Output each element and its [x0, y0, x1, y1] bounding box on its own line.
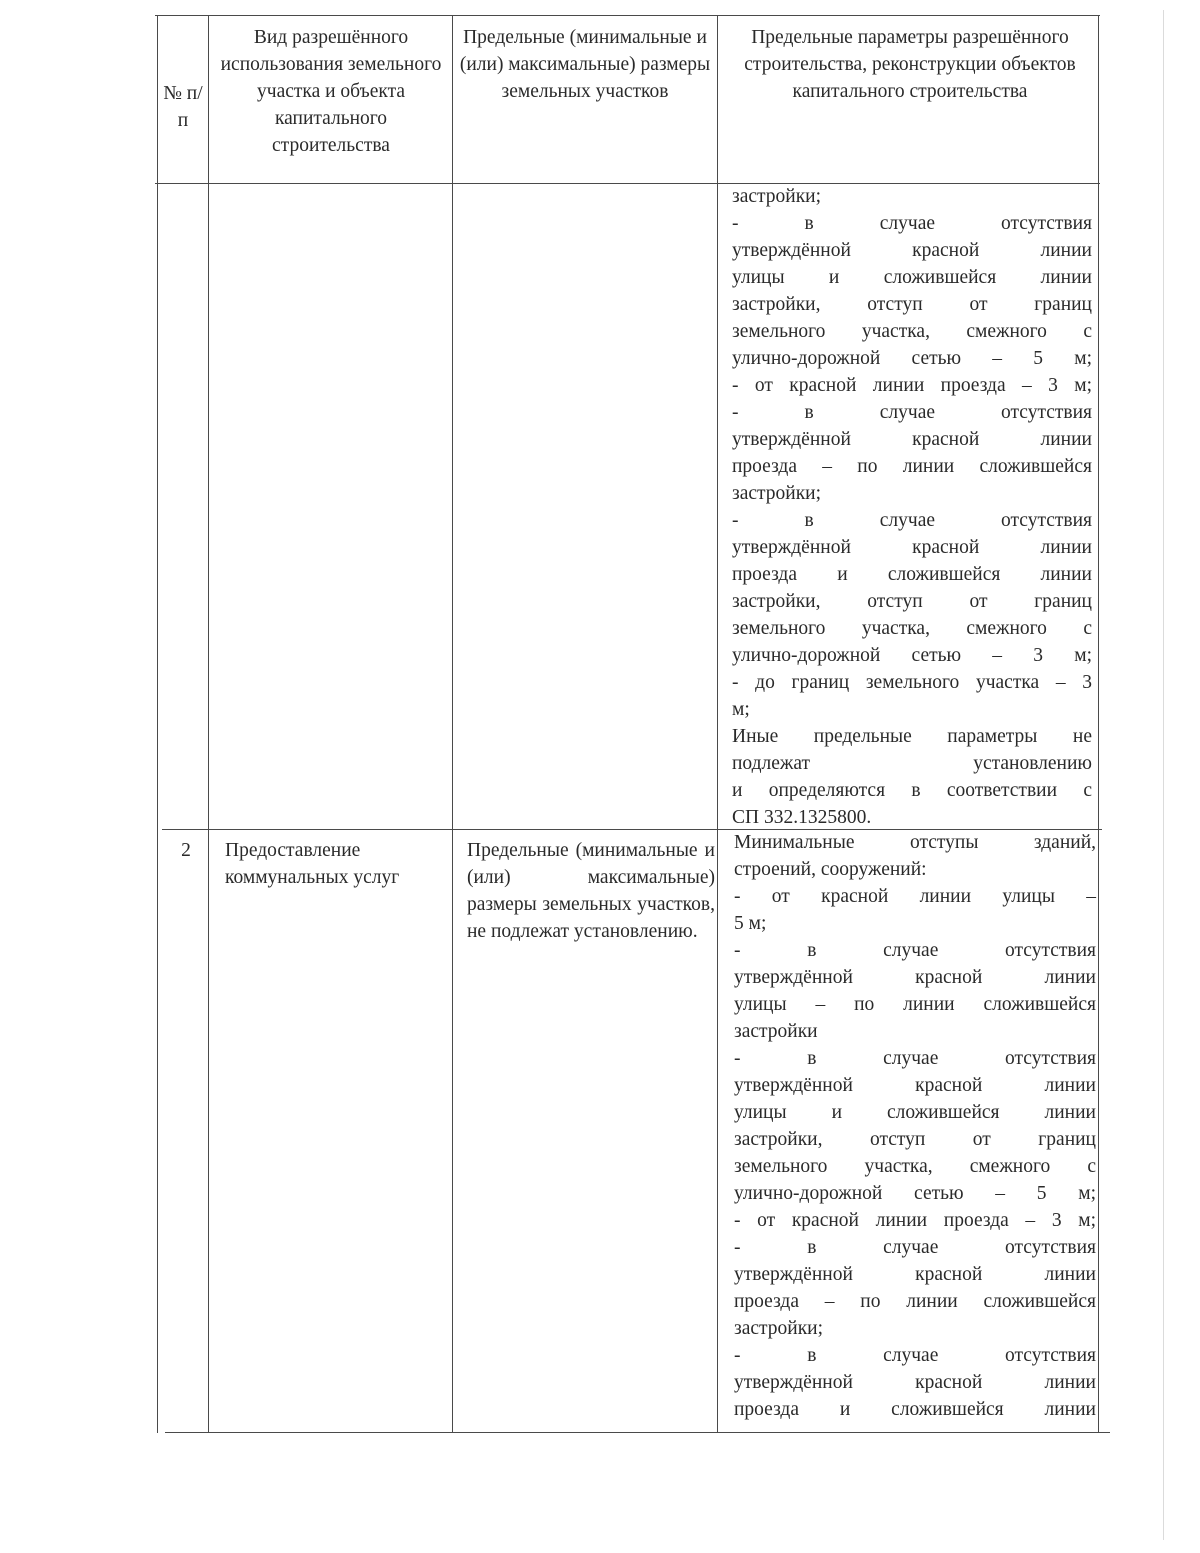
param-line: - от красной линии проезда – 3 м;: [734, 1210, 1096, 1231]
param-line: - в случае отсутствия: [734, 1345, 1096, 1366]
param-line: земельного участка, смежного с: [732, 321, 1092, 342]
column-divider-3: [717, 15, 718, 1433]
param-line: подлежат установлению: [732, 753, 1092, 774]
param-line: - в случае отсутствия: [734, 940, 1096, 961]
header-use-type: [214, 24, 448, 159]
param-line: застройки, отступ от границ: [734, 1129, 1096, 1150]
param-line: земельного участка, смежного с: [732, 618, 1092, 639]
param-line: проезда – по линии сложившейся: [734, 1291, 1096, 1312]
param-line: земельного участка, смежного с: [734, 1156, 1096, 1177]
header-num: [160, 80, 206, 134]
header-params-text: Предельные параметры разрешённого строительства, реконструкции объектов капитального строительства: [744, 27, 1076, 102]
row2-num-text: 2: [181, 840, 191, 861]
table-top-border: [155, 15, 1100, 16]
param-line: СП 332.1325800.: [732, 807, 872, 828]
param-line: - в случае отсутствия: [734, 1237, 1096, 1258]
param-line: - в случае отсутствия: [732, 510, 1092, 531]
param-line: Минимальные отступы зданий,: [734, 832, 1096, 853]
param-line: и определяются в соответствии с: [732, 780, 1092, 801]
table-left-border: [157, 15, 158, 1433]
param-line: м;: [732, 699, 750, 720]
header-num-text: № п/п: [163, 83, 203, 131]
param-line: улично-дорожной сетью – 5 м;: [732, 348, 1092, 369]
continuation-params-cell: [732, 183, 1092, 831]
param-line: строений, сооружений:: [734, 859, 927, 880]
param-line: улично-дорожной сетью – 5 м;: [734, 1183, 1096, 1204]
param-line: улицы и сложившейся линии: [732, 267, 1092, 288]
param-line: - от красной линии улицы –: [734, 886, 1096, 907]
row2-use-type: [225, 837, 447, 891]
param-line: утверждённой красной линии: [734, 1264, 1096, 1285]
param-line: утверждённой красной линии: [734, 1372, 1096, 1393]
column-divider-1: [208, 15, 209, 1433]
param-line: проезда – по линии сложившейся: [732, 456, 1092, 477]
param-line: застройки;: [732, 186, 822, 207]
param-line: проезда и сложившейся линии: [734, 1399, 1096, 1420]
param-line: 5 м;: [734, 913, 767, 934]
param-line: утверждённой красной линии: [732, 240, 1092, 261]
header-params: [740, 24, 1080, 105]
scan-edge-mark: [1163, 10, 1164, 1540]
row2-plot-size: [467, 837, 715, 945]
param-line: - в случае отсутствия: [732, 213, 1092, 234]
param-line: утверждённой красной линии: [734, 967, 1096, 988]
param-line: застройки, отступ от границ: [732, 591, 1092, 612]
row2-num: [166, 837, 206, 864]
param-line: Иные предельные параметры не: [732, 726, 1092, 747]
param-line: - в случае отсутствия: [732, 402, 1092, 423]
param-line: улицы – по линии сложившейся: [734, 994, 1096, 1015]
param-line: проезда и сложившейся линии: [732, 564, 1092, 585]
row2-plot-size-text: Предельные (минимальные и (или) максимальные) размеры земельных участков, не подлежат установлению.: [467, 840, 715, 942]
table-bottom-border: [165, 1432, 1110, 1433]
param-line: утверждённой красной линии: [734, 1075, 1096, 1096]
column-divider-2: [452, 15, 453, 1433]
row2-params-cell: [734, 829, 1096, 1423]
row2-use-type-text: Предоставление коммунальных услуг: [225, 840, 400, 888]
param-line: улично-дорожной сетью – 3 м;: [732, 645, 1092, 666]
param-line: застройки, отступ от границ: [732, 294, 1092, 315]
param-line: утверждённой красной линии: [732, 429, 1092, 450]
param-line: - от красной линии проезда – 3 м;: [732, 375, 1092, 396]
header-use-type-text: Вид разрешённого использования земельного участка и объекта капитального строительства: [220, 27, 442, 156]
header-plot-size-text: Предельные (минимальные и (или) максимальные) размеры земельных участков: [459, 27, 711, 102]
param-line: - до границ земельного участка – 3: [732, 672, 1092, 693]
param-line: застройки;: [734, 1318, 824, 1339]
param-line: застройки: [734, 1021, 818, 1042]
header-plot-size: [456, 24, 714, 105]
param-line: утверждённой красной линии: [732, 537, 1092, 558]
param-line: застройки;: [732, 483, 822, 504]
param-line: улицы и сложившейся линии: [734, 1102, 1096, 1123]
table-right-border: [1098, 15, 1099, 1433]
param-line: - в случае отсутствия: [734, 1048, 1096, 1069]
